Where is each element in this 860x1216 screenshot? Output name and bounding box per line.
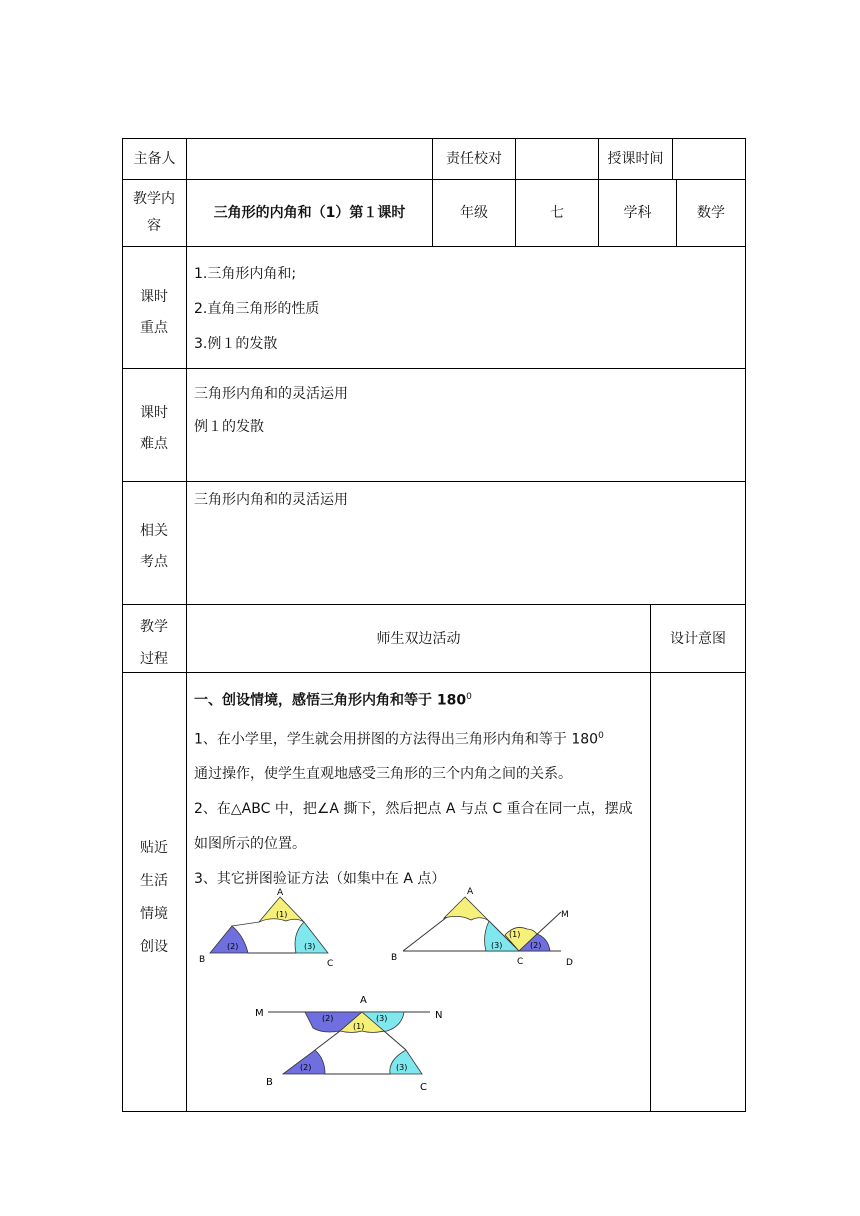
teaching-process-label: 教学过程 [140, 619, 168, 667]
key-point-item: 3.例１的发散 [194, 336, 278, 352]
grade-label: 年级 [460, 205, 488, 221]
key-point-item: 1.三角形内角和; [194, 266, 297, 282]
fig1-label-angle-3: (3) [304, 942, 316, 951]
subject-label: 学科 [623, 205, 652, 221]
fig3-vertex-N: N [435, 1010, 443, 1021]
key-point-item: 2.直角三角形的性质 [194, 301, 320, 317]
difficult-points-label: 课时难点 [140, 405, 168, 452]
difficult-point-item: 例１的发散 [194, 419, 264, 435]
fig3-vertex-A: A [360, 995, 367, 1006]
fig2-vertex-C: C [517, 957, 524, 967]
fig2-label-angle-1: (1) [509, 930, 521, 939]
key-points-label: 课时重点 [140, 289, 168, 336]
fig3-vertex-C: C [420, 1082, 427, 1093]
teaching-content-label: 教学内容 [133, 191, 175, 234]
fig3-label-angle-1: (1) [353, 1022, 365, 1031]
section-label: 贴近生活情境创设 [140, 840, 168, 955]
design-intent-header: 设计意图 [670, 631, 726, 647]
fig3-label-angle-3-bottom: (3) [396, 1063, 408, 1072]
fig3-label-angle-2-bottom: (2) [300, 1063, 312, 1072]
figure-1-triangle [199, 888, 333, 969]
fig2-vertex-D: D [566, 958, 573, 968]
fig1-vertex-A: A [277, 888, 284, 898]
fig2-vertex-A: A [467, 887, 474, 897]
fig2-angle-1 [444, 897, 489, 921]
figure-2-triangle [391, 887, 573, 968]
fig1-label-angle-1: (1) [276, 910, 288, 919]
paragraph-1-cont: 通过操作，使学生直观地感受三角形的三个内角之间的关系。 [194, 766, 572, 783]
lesson-topic: 三角形的内角和（1）第１课时 [213, 205, 406, 221]
exam-point-item: 三角形内角和的灵活运用 [194, 492, 348, 508]
fig1-vertex-C: C [327, 959, 334, 969]
paragraph-3: 3、其它拼图验证方法（如集中在 A 点） [194, 871, 446, 888]
paragraph-2-cont: 如图所示的位置。 [194, 836, 306, 853]
difficult-point-item: 三角形内角和的灵活运用 [194, 386, 348, 402]
fig1-vertex-B: B [199, 955, 206, 965]
fig2-label-angle-3: (3) [491, 941, 503, 950]
section-heading: 一、创设情境，感悟三角形内角和等于 $180^0$ [194, 692, 472, 709]
fig3-label-angle-3: (3) [376, 1014, 388, 1023]
grade-value: 七 [550, 205, 564, 221]
fig2-vertex-B: B [391, 953, 398, 963]
exam-points-label: 相关考点 [140, 523, 168, 570]
paragraph-1: 1、在小学里，学生就会用拼图的方法得出三角形内角和等于 $180^0$ [194, 730, 604, 748]
paragraph-2: 2、在△ABC 中，把∠A 撕下，然后把点 A 与点 C 重合在同一点，摆成 [194, 801, 633, 818]
proofread-label: 责任校对 [446, 151, 502, 167]
fig2-label-angle-2: (2) [530, 941, 542, 950]
fig3-label-angle-2: (2) [322, 1014, 334, 1023]
fig3-vertex-B: B [266, 1077, 273, 1088]
teaching-time-label: 授课时间 [607, 151, 664, 167]
figure-3-triangle [255, 995, 442, 1093]
activity-header: 师生双边活动 [376, 631, 461, 647]
fig2-vertex-M: M [561, 910, 569, 920]
subject-value: 数学 [697, 205, 725, 221]
fig3-vertex-M: M [255, 1008, 264, 1019]
fig1-label-angle-2: (2) [227, 942, 239, 951]
preparer-label: 主备人 [133, 151, 176, 167]
